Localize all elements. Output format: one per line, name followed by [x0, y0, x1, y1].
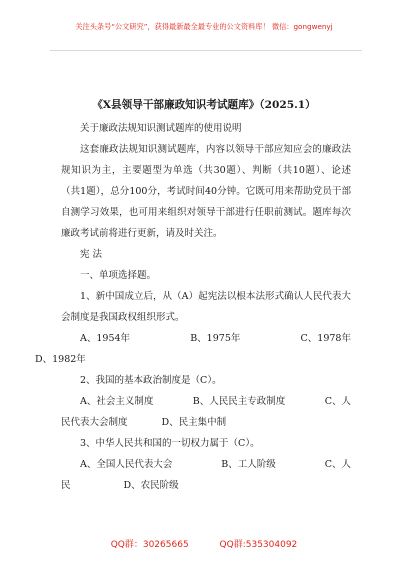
option-row	[35, 349, 351, 370]
option: B、工人阶级	[221, 459, 276, 470]
option: A、1954年	[80, 333, 131, 344]
question-stem: 1、新中国成立后，从（A）起宪法以根本法形式确认人民代表大会制度是我国政权组织形式。	[61, 291, 351, 323]
option-row	[61, 454, 351, 475]
section-title: 宪 法	[80, 249, 103, 260]
option: C、1978年	[300, 333, 351, 344]
option: A、全国人民代表大会	[80, 459, 173, 470]
header-divider	[50, 50, 362, 51]
option: B、人民民主专政制度	[192, 396, 286, 407]
option-row	[61, 391, 351, 412]
option: D、农民阶级	[123, 480, 179, 491]
option: D、1982年	[35, 354, 86, 365]
intro-heading: 关于廉政法规知识测试题库的使用说明	[80, 123, 242, 134]
option: B、1975年	[190, 333, 241, 344]
option: A、社会主义制度	[80, 396, 154, 407]
option-row	[61, 412, 351, 433]
intro-paragraph: 这套廉政法规知识测试题库，内容以领导干部应知应会的廉政法规知识为主，主要题型为单选（共30题）、判断（共10题）、论述（共1题），总分100分，考试时间40分钟。它既可用来帮助党员干部自测学习效果，也可用来组织对领导干部进行任职前测试。题库每次廉政考试前将进行更新，请及时关注。	[61, 144, 351, 239]
header-note: 关注头条号“公文研究”，获得最新最全最专业的公文资料库！ 微信：gongwenyj	[75, 22, 333, 31]
option: 民	[61, 480, 71, 491]
document-title: 《X县领导干部廉政知识考试题库》（2025.1）	[92, 99, 316, 111]
part-title: 一、单项选择题。	[80, 270, 157, 281]
option-row	[61, 328, 351, 349]
question-stem: 3、中华人民共和国的一切权力属于（C）。	[80, 438, 260, 449]
option-row	[61, 475, 351, 496]
option: C、人	[324, 396, 351, 407]
footer	[0, 537, 408, 550]
option: C、人	[324, 459, 351, 470]
question-stem: 2、我国的基本政治制度是（C）。	[80, 375, 222, 386]
footer-qq-group-1: QQ群：30265665	[110, 540, 189, 550]
option: 民代表大会制度	[61, 417, 128, 428]
option: D、民主集中制	[161, 417, 227, 428]
document-body	[35, 118, 351, 496]
footer-qq-group-2: QQ群:535304092	[219, 540, 298, 550]
